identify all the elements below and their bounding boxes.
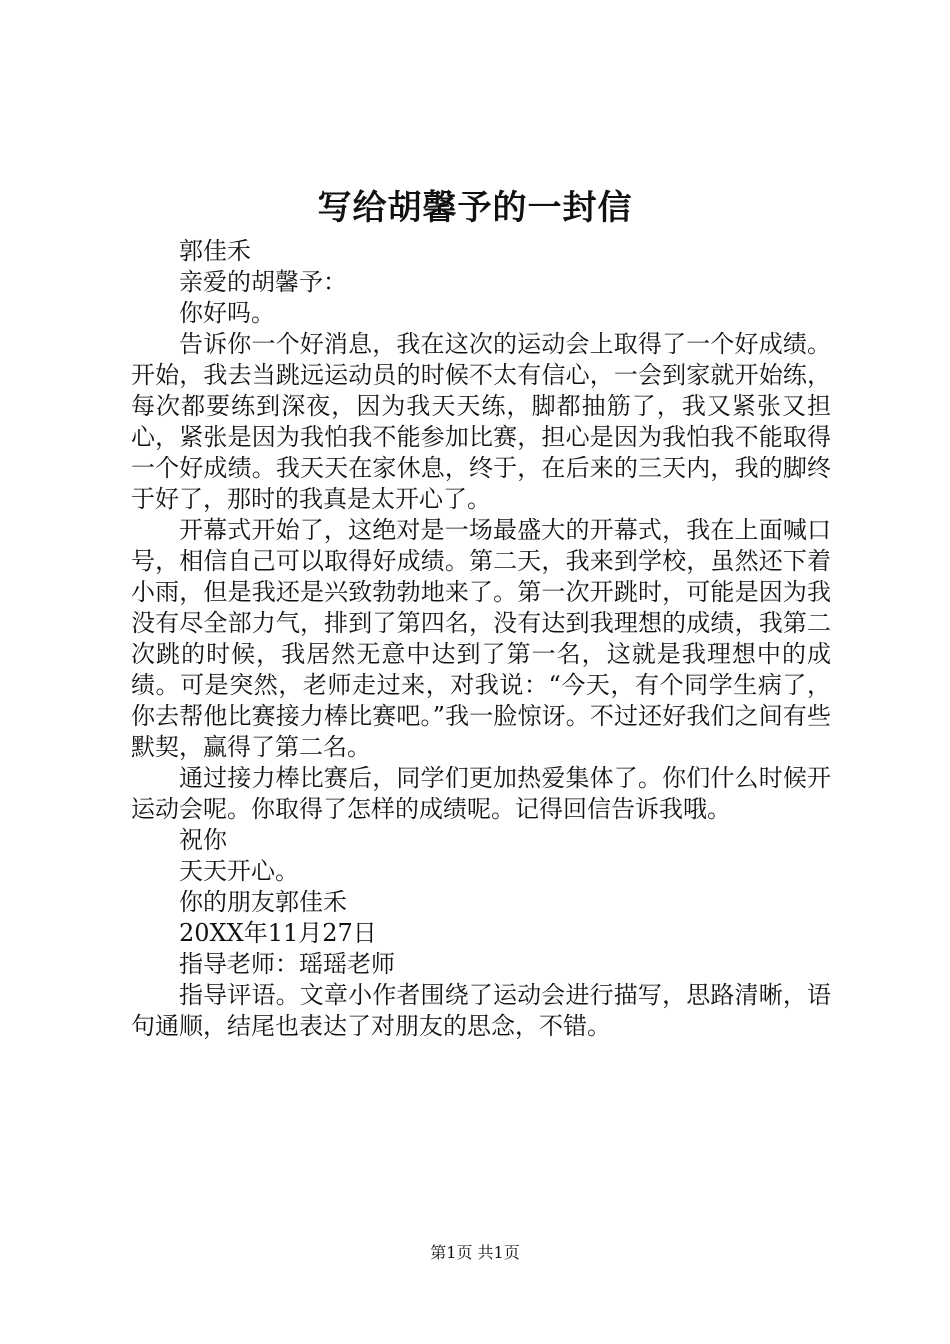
page-footer: 第1页 共1页: [430, 1243, 520, 1262]
salutation-line: 亲爱的胡馨予：: [179, 268, 347, 296]
author-line: 郭佳禾: [179, 237, 251, 265]
paragraph-2: 开幕式开始了，这绝对是一场最盛大的开幕式，我在上面喊口号，相信自己可以取得好成绩。第二天，我来到学校，虽然还下着小雨，但是我还是兴致勃勃地来了。第一次开跳时，可能是因为我没有尽全部力气，排到了第四名，没有达到我理想的成绩，我第二次跳的时候，我居然无意中达到了第一名，这就是我理想中的成绩。可是突然，老师走过来，对我说：“今天，有个同学生病了，你去帮他比赛接力棒比赛吧。”我一脸惊讶。不过还好我们之间有些默契，赢得了第二名。: [131, 516, 831, 761]
teacher-line: 指导老师：瑶瑶老师: [179, 950, 395, 978]
signature-line: 你的朋友郭佳禾: [179, 888, 347, 916]
letter-body: [131, 236, 831, 1042]
closing-line-1: 祝你: [179, 826, 227, 854]
paragraph-3: 通过接力棒比赛后，同学们更加热爱集体了。你们什么时候开运动会呢。你取得了怎样的成绩呢。记得回信告诉我哦。: [131, 764, 831, 823]
date-line: 20XX年11月27日: [179, 919, 377, 947]
paragraph-1: 告诉你一个好消息，我在这次的运动会上取得了一个好成绩。开始，我去当跳远运动员的时候不太有信心，一会到家就开始练，每次都要练到深夜，因为我天天练，脚都抽筋了，我又紧张又担心，紧张是因为我怕我不能参加比赛，担心是因为我怕我不能取得一个好成绩。我天天在家休息，终于，在后来的三天内，我的脚终于好了，那时的我真是太开心了。: [131, 330, 831, 513]
teacher-comment: 指导评语。文章小作者围绕了运动会进行描写，思路清晰，语句通顺，结尾也表达了对朋友的思念，不错。: [131, 981, 831, 1040]
document-title: 写给胡馨予的一封信: [317, 188, 633, 228]
closing-line-2: 天天开心。: [179, 857, 299, 885]
greeting-line: 你好吗。: [179, 299, 275, 327]
